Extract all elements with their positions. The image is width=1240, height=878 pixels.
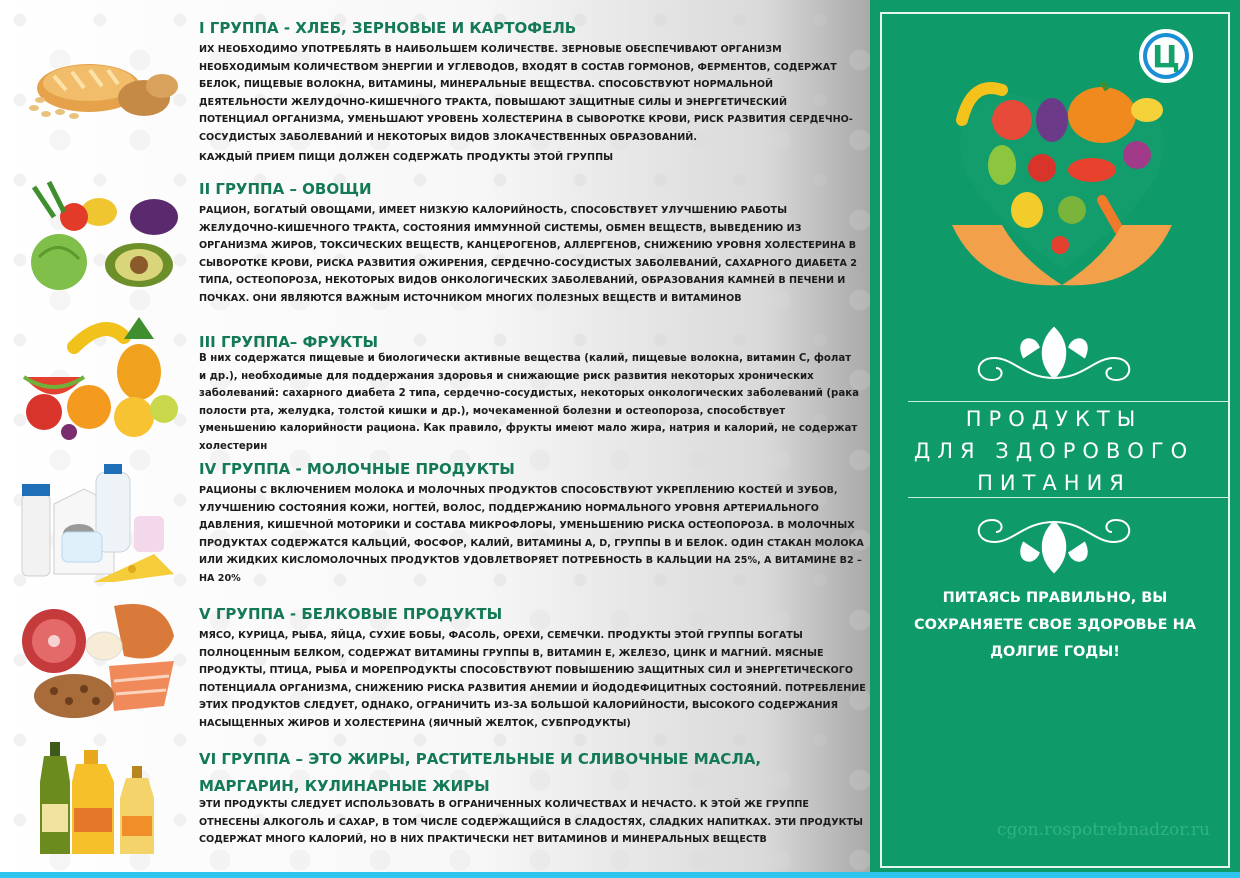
group-6-section [0,742,870,878]
dairy-products-image [14,464,184,584]
group-4-section [0,460,870,600]
website-watermark: cgon.rospotrebnadzor.ru [997,820,1210,840]
group-1-note: КАЖДЫЙ ПРИЕМ ПИЩИ ДОЛЖЕН СОДЕРЖАТЬ ПРОДУКТЫ ЭТОЙ ГРУППЫ [199,152,614,163]
bottom-accent-line [0,872,1240,878]
group-3-title: III ГРУППА– ФРУКТЫ [199,333,378,351]
panel-title-line-3: ПИТАНИЯ [977,471,1131,495]
group-1-text: ИХ НЕОБХОДИМО УПОТРЕБЛЯТЬ В НАИБОЛЬШЕМ КОЛИЧЕСТВЕ. ЗЕРНОВЫЕ ОБЕСПЕЧИВАЮТ ОРГАНИЗМ НЕОБХОДИМЫМ КОЛИЧЕСТВОМ ЭНЕРГИИ И УГЛЕВОДОВ, ВХОДЯТ В СОСТАВ ГОРМОНОВ, ФЕРМЕНТОВ, СОДЕРЖАТ БЕЛОК, ПИЩЕВЫЕ ВОЛОКНА, ВИТАМИНЫ, МИНЕРАЛЬНЫЕ ВЕЩЕСТВА. СПОСОБСТВУЮТ НОРМАЛЬНОЙ ДЕЯТЕЛЬНОСТИ ЖЕЛУДОЧНО-КИШЕЧНОГО ТРАКТА, ПОВЫШАЮТ ЗАЩИТНЫЕ СИЛЫ И ЭНЕРГЕТИЧЕСКИЙ ПОТЕНЦИАЛ ОРГАНИЗМА, УМЕНЬШАЮТ УРОВЕНЬ ХОЛЕСТЕРИНА В СЫВОРОТКЕ КРОВИ, РИСК РАЗВИТИЯ СЕРДЕЧНО-СОСУДИСТЫХ ЗАБОЛЕВАНИЙ И НЕКОТОРЫХ ВИДОВ ЗЛОКАЧЕСТВЕННЫХ ОБРАЗОВАНИЙ. [199,44,853,143]
group-5-title: V ГРУППА - БЕЛКОВЫЕ ПРОДУКТЫ [199,605,503,623]
group-4-title: IV ГРУППА - МОЛОЧНЫЕ ПРОДУКТЫ [199,460,515,478]
health-motto: ПИТАЯСЬ ПРАВИЛЬНО, ВЫ СОХРАНЯЕТЕ СВОЕ ЗДОРОВЬЕ НА ДОЛГИЕ ГОДЫ! [914,590,1196,660]
bottom-ornament [874,502,1234,582]
group-3-section [0,325,870,460]
group-5-text: МЯСО, КУРИЦА, РЫБА, ЯЙЦА, СУХИЕ БОБЫ, ФАСОЛЬ, ОРЕХИ, СЕМЕЧКИ. ПРОДУКТЫ ЭТОЙ ГРУППЫ БОГАТЫ ПОЛНОЦЕННЫМ БЕЛКОМ, СОДЕРЖАТ ВИТАМИНЫ ГРУППЫ В, ВИТАМИН Е, ЖЕЛЕЗО, ЦИНК И МАГНИЙ. МЯСНЫЕ ПРОДУКТЫ, ПТИЦА, РЫБА И МОРЕПРОДУКТЫ СПОСОБСТВУЮТ ПОВЫШЕНИЮ ЗАЩИТНЫХ СИЛ И ЭНЕРГЕТИЧЕСКОГО ПОТЕНЦИАЛА ОРГАНИЗМА, СНИЖЕНИЮ РИСКА РАЗВИТИЯ АНЕМИИ И ЙОДОДЕФИЦИТНЫХ СОСТОЯНИЙ. ПОТРЕБЛЕНИЕ ЭТИХ ПРОДУКТОВ СЛЕДУЕТ, ОДНАКО, ОГРАНИЧИТЬ ИЗ-ЗА БОЛЬШОЙ КАЛОРИЙНОСТИ, ВЫСОКОГО СОДЕРЖАНИЯ НАСЫЩЕННЫХ ЖИРОВ И ХОЛЕСТЕРИНА (ЯИЧНЫЙ ЖЕЛТОК, СУБПРОДУКТЫ) [199,630,866,729]
group-1-section [0,0,870,175]
heart-of-fruits-and-vegetables-in-hands-image [942,60,1182,300]
top-ornament [874,318,1234,398]
protein-products-image [14,586,184,728]
fruits-image [14,317,184,447]
group-3-text: В них содержатся пищевые и биологически активные вещества (калий, пищевые волокна, витамин С, фолат и др.), необходимые для поддержания здоровья и снижающие риск развития некоторых хронических заболеваний: сахарного диабета 2 типа, сердечно-сосудистых, некоторых онкологических заболеваний (рака полости рта, желудка, толстой кишки и др.), мочекаменной болезни и остеопороза, способствует уменьшению калорийности рациона. Как правило, фрукты имеют мало жира, натрия и калорий, не содержат холестерин [199,353,859,452]
group-2-title: II ГРУППА – ОВОЩИ [199,180,372,198]
vegetables-image [14,177,184,302]
group-5-section [0,600,870,742]
group-2-text: РАЦИОН, БОГАТЫЙ ОВОЩАМИ, ИМЕЕТ НИЗКУЮ КАЛОРИЙНОСТЬ, СПОСОБСТВУЕТ УЛУЧШЕНИЮ РАБОТЫ ЖЕЛУДОЧНО-КИШЕЧНОГО ТРАКТА, СОСТОЯНИЯ ИММУННОЙ СИСТЕМЫ, ОБМЕН ВЕЩЕСТВ, ВЫВЕДЕНИЮ ИЗ ОРГАНИЗМА ЖИРОВ, ТОКСИЧЕСКИХ ВЕЩЕСТВ, КАНЦЕРОГЕНОВ, АЛЛЕРГЕНОВ, СНИЖЕНИЮ УРОВНЯ ХОЛЕСТЕРИНА В СЫВОРОТКЕ КРОВИ, РИСКА РАЗВИТИЯ ОЖИРЕНИЯ, СЕРДЕЧНО-СОСУДИСТЫХ ЗАБОЛЕВАНИЙ, САХАРНОГО ДИАБЕТА 2 ТИПА, ОСТЕОПОРОЗА, НЕКОТОРЫХ ВИДОВ ОНКОЛОГИЧЕСКИХ ЗАБОЛЕВАНИЙ, ОБРАЗОВАНИЯ КАМНЕЙ В ПЕЧЕНИ И ПОЧКАХ. ОНИ ЯВЛЯЮТСЯ ВАЖНЫМ ИСТОЧНИКОМ МНОГИХ ПОЛЕЗНЫХ ВЕЩЕСТВ И ВИТАМИНОВ [199,205,857,304]
panel-title-line-2: ДЛЯ ЗДОРОВОГО [913,439,1195,463]
title-rule-bottom [908,497,1230,498]
bread-potatoes-grain-image [14,28,184,123]
title-rule-top [908,401,1230,402]
oil-bottles-image [14,742,184,860]
group-4-text: РАЦИОНЫ С ВКЛЮЧЕНИЕМ МОЛОКА И МОЛОЧНЫХ ПРОДУКТОВ СПОСОБСТВУЮТ УКРЕПЛЕНИЮ КОСТЕЙ И ЗУБОВ, УЛУЧШЕНИЮ СОСТОЯНИЯ КОЖИ, НОГТЕЙ, ВОЛОС, ПОДДЕРЖАНИЮ НОРМАЛЬНОГО УРОВНЯ АРТЕРИАЛЬНОГО ДАВЛЕНИЯ, КИШЕЧНОЙ МОТОРИКИ И СОСТАВА МИКРОФЛОРЫ, УМЕНЬШЕНИЮ РИСКА ОСТЕОПОРОЗА. В МОЛОЧНЫХ ПРОДУКТАХ СОДЕРЖАТСЯ КАЛЬЦИЙ, ФОСФОР, КАЛИЙ, ВИТАМИНЫ А, D, ГРУППЫ В И БЕЛОК. ОДИН СТАКАН МОЛОКА ИЛИ ЖИДКИХ КИСЛОМОЛОЧНЫХ ПРОДУКТОВ УДОВЛЕТВОРЯЕТ ПОТРЕБНОСТЬ В КАЛЬЦИИ НА 25%, А ВИТАМИНЕ В2 – НА 20% [199,485,864,584]
logo-letter: Ц [1152,40,1180,75]
group-6-title: VI ГРУППА – ЭТО ЖИРЫ, РАСТИТЕЛЬНЫЕ И СЛИВОЧНЫЕ МАСЛА, МАРГАРИН, КУЛИНАРНЫЕ ЖИРЫ [199,750,762,795]
group-6-text: ЭТИ ПРОДУКТЫ СЛЕДУЕТ ИСПОЛЬЗОВАТЬ В ОГРАНИЧЕННЫХ КОЛИЧЕСТВАХ И НЕЧАСТО. К ЭТОЙ ЖЕ ГРУППЕ ОТНЕСЕНЫ АЛКОГОЛЬ И САХАР, В ТОМ ЧИСЛЕ СОДЕРЖАЩИЙСЯ В СЛАДОСТЯХ, СЛАДКИХ НАПИТКАХ. ЭТИ ПРОДУКТЫ СОДЕРЖАТ МНОГО КАЛОРИЙ, НО В НИХ ПРАКТИЧЕСКИ НЕТ ВИТАМИНОВ И МИНЕРАЛЬНЫХ ВЕЩЕСТВ [199,799,863,846]
group-2-section [0,175,870,325]
group-1-title: I ГРУППА - ХЛЕБ, ЗЕРНОВЫЕ И КАРТОФЕЛЬ [199,19,577,37]
panel-title-line-1: ПРОДУКТЫ [965,407,1143,431]
